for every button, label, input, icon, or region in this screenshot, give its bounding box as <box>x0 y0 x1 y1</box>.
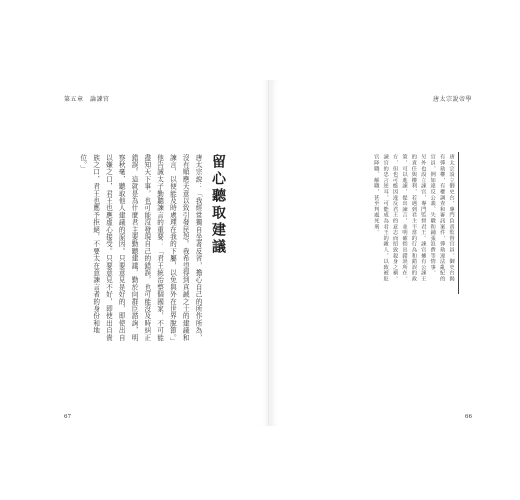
left-page <box>58 80 269 426</box>
left-body-text: 唐太宗說：「我經常獨自坐著反省，擔心自己的所作所為，沒有順應天意以致引發民怨。我希望得到真誠之士的建議和諫言，以便能及時處理在我的下屬，以免與外在世界脫節。」 他告誡太子勤聽諫言的重要：「君王統治整個國家，不可能盡知天下事，也可能沒發現自己的錯誤，也可能沒及時糾正錯誤。這就是為什麼君主要勤聽建議，勤於向群臣諮詢，明察秋毫，聽取他人建議的原因。只要意見是好的，即使出自以嫌之口，君王也應虛心接受。只要意見不好，即使出自貴族之口，君王也應予拒絕，不要太在意諫言者的身份和地位。」 <box>78 154 202 346</box>
running-header-right: 唐太宗說帝學 <box>432 96 472 103</box>
right-body-text: 唐太宗設立御史台，專門負責監督官員。御史台揭有彈劾權，有權調查和審訊案件，彈劾違法亂紀的官員，例如違反公義、失職和鋪張浪費等情事。 另外也設立諫官，專門監督君王。諫官擁有公諫王的責任與權利，若遇到君主不當的行為和錯誤的政策，可以進諫，提出諫言，並明確指出錯誤所在。 方，但也可能因違反君王的意志而招致殺身之禍。諫官的忠言逆耳，可能成為君王的敵人，以致被貶官降職、解職，甚至判處死刑。 <box>372 154 454 282</box>
page-number-right: 66 <box>465 414 472 420</box>
page-number-left: 67 <box>64 414 71 420</box>
book-spread <box>58 80 482 426</box>
running-header-left: 第五章 論諫官 <box>64 96 110 103</box>
right-page <box>271 80 482 426</box>
section-heading: 留心聽取建議 <box>210 154 226 256</box>
sidebar-rule <box>458 152 459 294</box>
